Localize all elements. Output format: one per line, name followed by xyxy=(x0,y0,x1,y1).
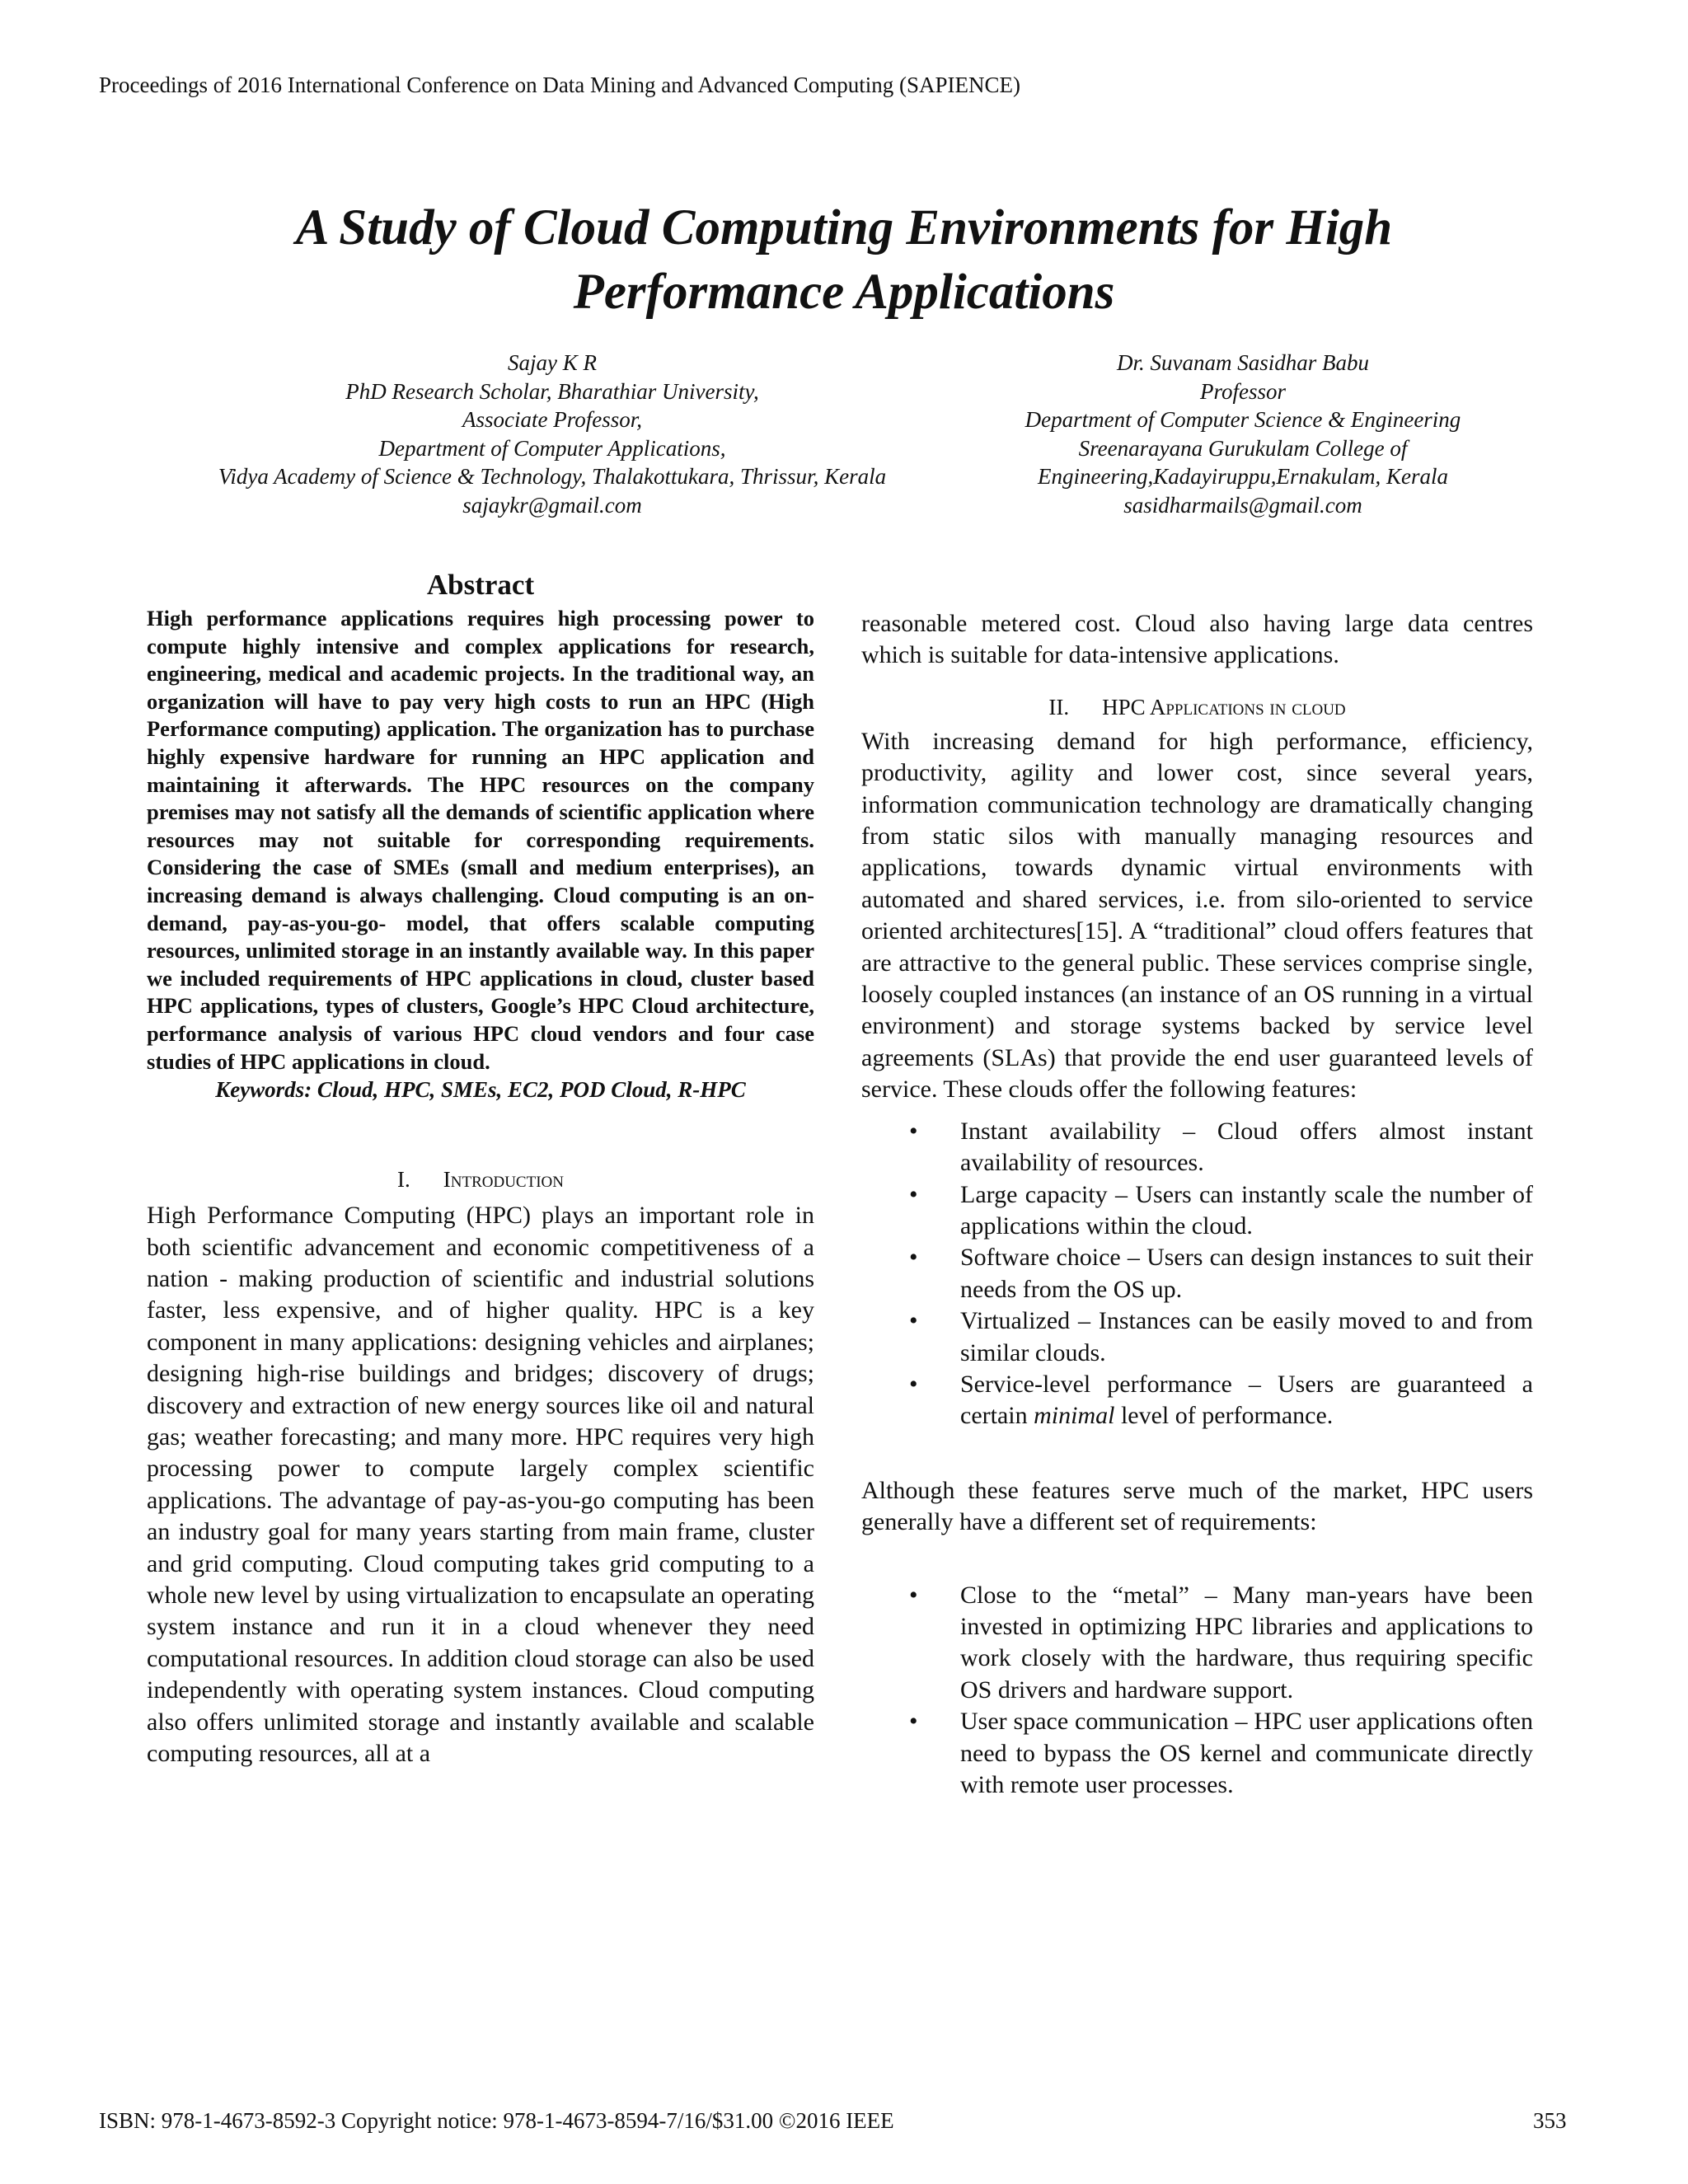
bullet-glyph: • xyxy=(909,1370,918,1398)
author-department: Department of Computer Applications, xyxy=(378,435,726,461)
continuation-paragraph: reasonable metered cost. Cloud also having large data centres which is suitable for data-intensive applications. xyxy=(861,610,1533,669)
list-item-text: User space communication – HPC user applications often need to bypass the OS kernel and communicate directly with remote user processes. xyxy=(960,1708,1533,1798)
hpc-requirements-list xyxy=(861,1580,1533,1802)
keywords: Keywords: Cloud, HPC, SMEs, EC2, POD Cloud, R-HPC xyxy=(215,1077,746,1103)
author-institution: Sreenarayana Gurukulam College of xyxy=(1078,435,1408,461)
conference-header: Proceedings of 2016 International Conference on Data Mining and Advanced Computing (SAPIENCE) xyxy=(99,73,1021,97)
section-number: II. xyxy=(1048,694,1070,719)
list-item-text: Close to the “metal” – Many man-years have been invested in optimizing HPC libraries and applications to work closely with the hardware, thus requiring specific OS drivers and hardware support. xyxy=(960,1581,1533,1704)
list-item-text: Large capacity – Users can instantly scale the number of applications within the cloud. xyxy=(960,1180,1533,1240)
list-item-text-end: level of performance. xyxy=(1114,1402,1334,1430)
author-title: Professor xyxy=(1199,378,1286,404)
author-institution-location: Engineering,Kadayiruppu,Ernakulam, Kerala xyxy=(1038,464,1448,489)
section-title: Introduction xyxy=(443,1167,564,1193)
bullet-glyph: • xyxy=(909,1244,918,1272)
list-item-text: Instant availability – Cloud offers almost instant availability of resources. xyxy=(960,1117,1533,1177)
list-item xyxy=(909,1580,1533,1707)
list-item-text: Software choice – Users can design instances to suit their needs from the OS up. xyxy=(960,1244,1533,1303)
list-item xyxy=(909,1242,1533,1305)
section-number: I. xyxy=(397,1167,410,1193)
introduction-paragraph: High Performance Computing (HPC) plays an important role in both scientific advancement and economic competitiveness of a nation - making production of scientific and industrial solutions faster, less expensive, and of higher quality. HPC is a key component in many applications: designing vehicles and airplanes; designing high-rise buildings and bridges; discovery of drugs; discovery and extraction of new energy sources like oil and natural gas; weather forecasting; and many more. HPC requires very high processing power to compute largely complex scientific applications. The advantage of pay-as-you-go computing has been an industry goal for many years starting from main frame, cluster and grid computing. Cloud computing takes grid computing to a whole new level by using virtualization to encapsulate an operating system instance and run it in a cloud whenever they need computational resources. In addition cloud storage can also be used independently with operating system instances. Cloud computing also offers unlimited storage and instantly available and scalable computing resources, all at a xyxy=(147,1202,814,1767)
footer-isbn: ISBN: 978-1-4673-8592-3 Copyright notice: 978-1-4673-8594-7/16/$31.00 ©2016 IEEE xyxy=(99,2108,894,2133)
list-item xyxy=(909,1116,1533,1179)
list-item-text-start: Service-level performance – Users are guaranteed a certain xyxy=(960,1370,1533,1430)
list-item-emphasis: minimal xyxy=(1034,1402,1115,1430)
section-title: HPC Applications in cloud xyxy=(1102,694,1346,719)
section-heading-hpc-applications xyxy=(861,693,1533,721)
bullet-glyph: • xyxy=(909,1117,918,1145)
author-position: PhD Research Scholar, Bharathiar University, xyxy=(345,378,759,404)
list-item-text: Virtualized – Instances can be easily moved to and from similar clouds. xyxy=(960,1307,1533,1366)
author-department: Department of Computer Science & Engineering xyxy=(1025,407,1461,432)
right-column xyxy=(861,608,1533,1801)
bullet-glyph: • xyxy=(909,1307,918,1335)
list-item xyxy=(909,1179,1533,1243)
title-line-1: A Study of Cloud Computing Environments for High xyxy=(295,200,1393,255)
paper-title xyxy=(165,196,1523,325)
abstract-heading: Abstract xyxy=(426,569,535,601)
abstract-text: High performance applications requires high processing power to compute highly intensive and complex applications for research, engineering, medical and academic projects. In the traditional way, an organization will have to pay very high costs to run an HPC (High Performance computing) application. The organization has to purchase highly expensive hardware for running an HPC application and maintaining it afterwards. The HPC resources on the company premises may not satisfy all the demands of scientific application where resources may not suitable for corresponding requirements. Considering the case of SMEs (small and medium enterprises), an increasing demand is always challenging. Cloud computing is an on-demand, pay-as-you-go- model, that offers scalable computing resources, unlimited storage in an instantly available way. In this paper we included requirements of HPC applications in cloud, cluster based HPC applications, types of clusters, Google’s HPC Cloud architecture, performance analysis of various HPC cloud vendors and four case studies of HPC applications in cloud. xyxy=(147,606,814,1074)
author-email: sasidharmails@gmail.com xyxy=(1123,492,1362,518)
cloud-features-list xyxy=(861,1116,1533,1432)
hpc-paragraph: With increasing demand for high performance, efficiency, productivity, agility and lower cost, since several years, information communication technology are dramatically changing from static silos with manually managing resources and applications, towards dynamic virtual environments with automated and shared services, i.e. from silo-oriented to service oriented architectures[15]. A “traditional” cloud offers features that are attractive to the general public. These services comprise single, loosely coupled instances (an instance of an OS running in a virtual environment) and storage systems backed by service level agreements (SLAs) that provide the end user guaranteed levels of service. These clouds offer the following features: xyxy=(861,727,1533,1104)
author-block-1 xyxy=(140,349,964,519)
author-block-2 xyxy=(934,349,1552,519)
section-heading-introduction xyxy=(147,1165,814,1193)
left-column xyxy=(147,569,814,1769)
list-item xyxy=(909,1305,1533,1369)
bullet-glyph: • xyxy=(909,1708,918,1736)
list-item xyxy=(909,1706,1533,1801)
author-name: Sajay K R xyxy=(508,350,597,375)
page-number: 353 xyxy=(1533,2108,1567,2133)
bullet-glyph: • xyxy=(909,1581,918,1609)
author-email: sajaykr@gmail.com xyxy=(462,492,642,518)
bullet-glyph: • xyxy=(909,1180,918,1208)
author-institution: Vidya Academy of Science & Technology, Thalakottukara, Thrissur, Kerala xyxy=(218,464,887,489)
title-line-2: Performance Applications xyxy=(573,265,1115,320)
author-name: Dr. Suvanam Sasidhar Babu xyxy=(1116,350,1369,375)
list-item xyxy=(909,1369,1533,1432)
requirements-paragraph: Although these features serve much of the market, HPC users generally have a different set of requirements: xyxy=(861,1476,1533,1536)
author-title: Associate Professor, xyxy=(462,407,642,432)
